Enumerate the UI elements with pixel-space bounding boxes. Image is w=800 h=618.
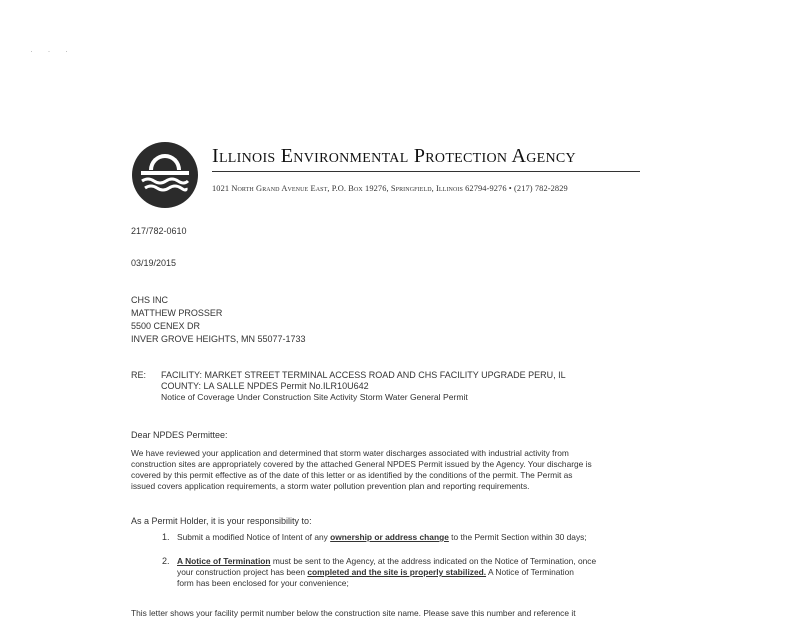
item-text: Submit a modified Notice of Intent of any: [177, 532, 331, 542]
item-text: A Notice of Termination: [486, 567, 574, 577]
re-label: RE:: [131, 370, 147, 380]
paragraph-line: covered by this permit effective as of the date of this letter or as identified by the conditions of the permit. The Permit as: [131, 470, 573, 480]
agency-address: 1021 North Grand Avenue East, P.O. Box 19276, Springfield, Illinois 62794-9276 • (217) 782-2829: [212, 184, 568, 193]
paragraph-line: issued covers application requirements, a storm water pollution prevention plan and reporting requirements.: [131, 481, 530, 491]
item-text: must be sent to the Agency, at the address indicated on the Notice of Termination, once: [270, 556, 597, 566]
paragraph-line: We have reviewed your application and determined that storm water discharges associated with industrial activity from: [131, 448, 569, 458]
body-paragraph: [131, 448, 691, 492]
item-text: form has been enclosed for your convenience;: [177, 578, 349, 588]
iepa-logo-icon: [130, 140, 200, 210]
phone-number: 217/782-0610: [131, 226, 187, 236]
re-facility: FACILITY: MARKET STREET TERMINAL ACCESS ROAD AND CHS FACILITY UPGRADE PERU, IL: [161, 370, 566, 380]
paragraph-line: construction sites are appropriately covered by the attached General NPDES Permit issued by the Agency. Your discharge is: [131, 459, 592, 469]
closing-line: This letter shows your facility permit number below the construction site name. Please save this number and reference it: [131, 608, 576, 618]
item-text: your construction project has been: [177, 567, 308, 577]
item-text: to the Permit Section within 30 days;: [448, 532, 587, 542]
letterhead-rule: [212, 171, 640, 172]
recipient-person: MATTHEW PROSSER: [131, 308, 223, 318]
list-number: 1.: [162, 532, 170, 542]
recipient-street: 5500 CENEX DR: [131, 321, 201, 331]
list-number: 2.: [162, 556, 170, 566]
scan-smudge: · · ·: [30, 46, 74, 56]
notice-of-termination-link[interactable]: A Notice of Termination: [177, 556, 271, 566]
ownership-change-link[interactable]: ownership or address change: [330, 532, 449, 542]
re-county-permit: COUNTY: LA SALLE NPDES Permit No.ILR10U642: [161, 381, 369, 391]
agency-name: Illinois Environmental Protection Agency: [212, 145, 576, 167]
recipient-city: INVER GROVE HEIGHTS, MN 55077-1733: [131, 334, 306, 344]
letter-date: 03/19/2015: [131, 258, 177, 268]
recipient-address: [131, 294, 306, 346]
re-block: [161, 370, 566, 403]
holder-intro: As a Permit Holder, it is your responsibility to:: [131, 516, 312, 526]
salutation: Dear NPDES Permittee:: [131, 430, 228, 440]
recipient-company: CHS INC: [131, 295, 169, 305]
site-stabilized-link[interactable]: completed and the site is properly stabilized.: [307, 567, 487, 577]
re-notice: Notice of Coverage Under Construction Site Activity Storm Water General Permit: [161, 392, 468, 402]
